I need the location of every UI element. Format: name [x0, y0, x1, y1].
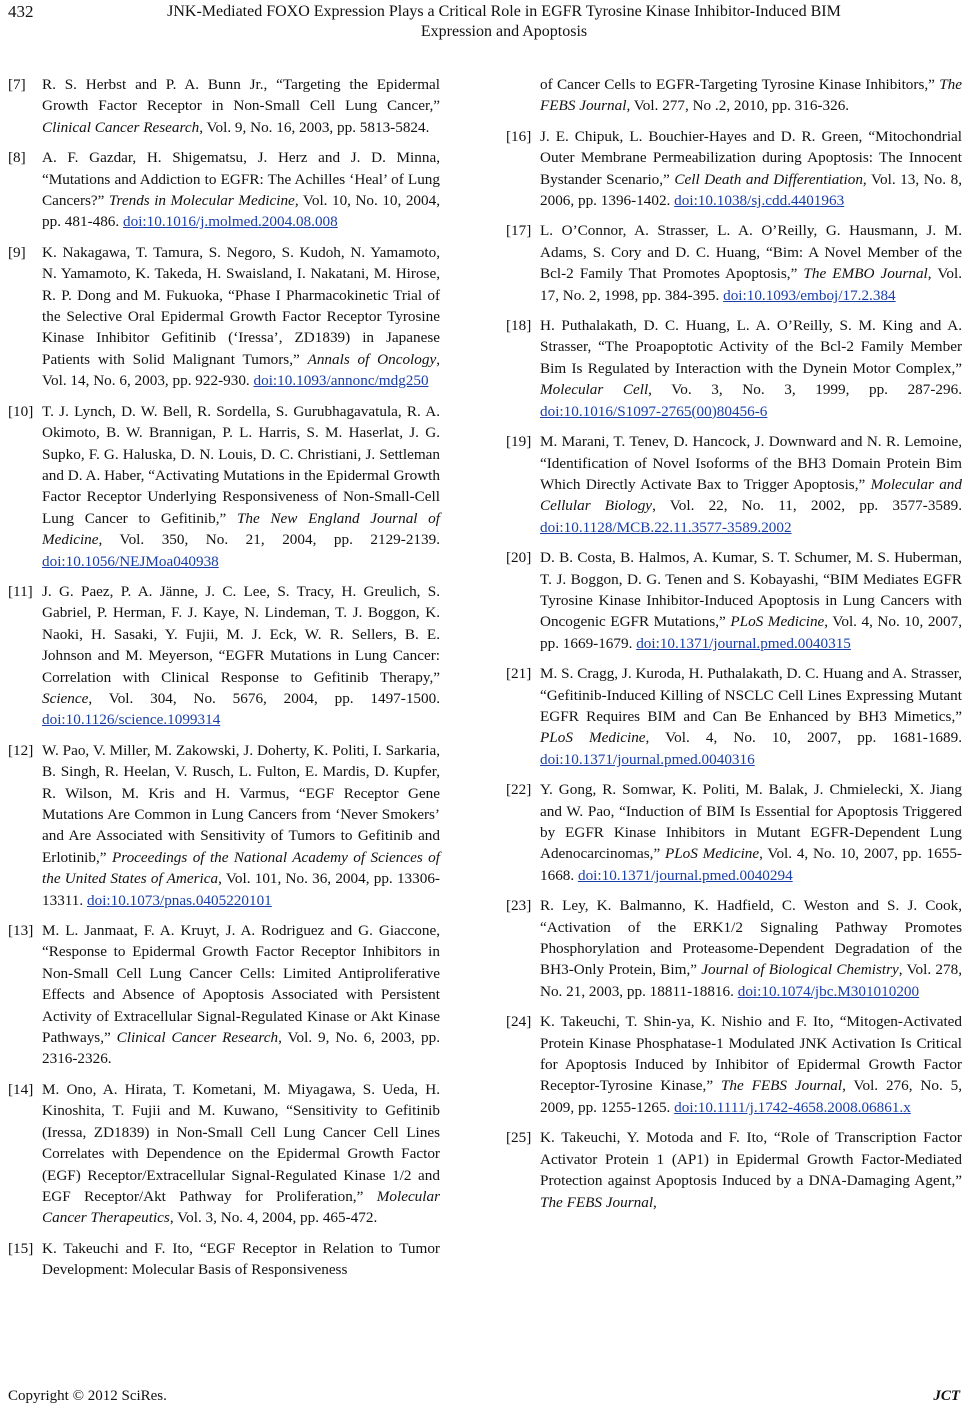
journal-abbrev: JCT [933, 1388, 960, 1404]
doi-link[interactable]: doi:10.1371/journal.pmed.0040294 [577, 866, 793, 884]
reference-number: [11] [8, 582, 33, 600]
reference-text: R. S. Herbst and P. A. Bunn Jr., “Targeting the Epidermal Growth Factor Receptor in Non-Small Cell Lung Cancer,” [42, 76, 440, 115]
reference-number: [19] [506, 433, 532, 451]
reference-details: , [653, 1193, 657, 1211]
reference-item [8, 920, 440, 1070]
reference-text: M. Ono, A. Hirata, T. Kometani, M. Miyagawa, S. Ueda, H. Kinoshita, T. Fujii and M. Kuwano, “Sensitivity to Gefitinib (Iressa, ZD1839) in Non-Small Cell Lung Cancer Cell Lines Correlates with Dependence on the Epidermal Growth Factor (EGF) Receptor/Extracellular Signal-Regulated Kinase 1/2 and EGF Receptor/Akt Pathway for Proliferation,” [42, 1080, 440, 1205]
reference-item [8, 1238, 440, 1281]
reference-number: [20] [506, 549, 532, 567]
reference-text: Y. Gong, R. Somwar, K. Politi, M. Balak, J. Chmielecki, X. Jiang and W. Pao, “Induction of BIM Is Essential for Apoptosis Triggered by EGFR Kinase Inhibitors in Mutant EGFR-Dependent Lung Adenocarcinomas,” [540, 781, 962, 863]
reference-item [506, 431, 962, 538]
doi-link[interactable]: doi:10.1038/sj.cdd.4401963 [674, 192, 845, 210]
doi-link[interactable]: doi:10.1128/MCB.22.11.3577-3589.2002 [540, 518, 792, 536]
reference-number: [24] [506, 1013, 532, 1031]
running-title-line2: Expression and Apoptosis [420, 23, 588, 40]
reference-details: , Vol. 22, No. 11, 2002, pp. 3577-3589. [652, 497, 962, 515]
reference-item [506, 547, 962, 654]
reference-journal: Science [42, 689, 89, 707]
reference-details: , Vol. 9, No. 16, 2003, pp. 5813-5824. [199, 118, 430, 136]
reference-number: [23] [506, 897, 532, 915]
reference-number: [22] [506, 781, 532, 799]
reference-item [8, 242, 440, 392]
reference-details: , Vol. 3, No. 4, 2004, pp. 465-472. [169, 1209, 378, 1227]
reference-journal: Annals of Oncology [307, 350, 437, 368]
reference-text: T. J. Lynch, D. W. Bell, R. Sordella, S. Gurubhagavatula, R. A. Okimoto, B. W. Brannigan, P. L. Harris, S. M. Haserlat, J. G. Supko, F. G. Haluska, D. N. Louis, D. C. Christiani, J. Settleman and D. A. Haber, “Activating Mutations in the Epidermal Growth Factor Receptor Underlying Responsiveness of Non-Small-Cell Lung Cancer to Gefitinib,” [42, 402, 440, 527]
running-title [40, 2, 968, 42]
doi-link[interactable]: doi:10.1016/j.molmed.2004.08.008 [123, 213, 338, 231]
reference-item [8, 1079, 440, 1229]
reference-details: , Vol. 4, No. 10, 2007, pp. 1669-1679. [540, 613, 962, 652]
reference-details: , Vol. 4, No. 10, 2007, pp. 1655-1668. [540, 845, 962, 884]
reference-journal: Clinical Cancer Research [116, 1029, 279, 1047]
reference-number: [25] [506, 1129, 532, 1147]
doi-link[interactable]: doi:10.1371/journal.pmed.0040316 [540, 750, 755, 768]
reference-text: A. F. Gazdar, H. Shigematsu, J. Herz and J. D. Minna, “Mutations and Addiction to EGFR: The Achilles ‘Heal’ of Lung Cancers?” [42, 149, 440, 210]
reference-details: , Vol. 276, No. 5, 2009, pp. 1255-1265. [540, 1077, 963, 1116]
reference-text: of Cancer Cells to EGFR-Targeting Tyrosine Kinase Inhibitors,” [540, 76, 940, 93]
reference-text: K. Takeuchi, T. Shin-ya, K. Nishio and F. Ito, “Mitogen-Activated Protein Kinase Phosphatase-1 Modulated JNK Activation Is Critical for Apoptosis Induced by Inhibitor of Epidermal Growth Factor Receptor-Tyrosine Kinase,” [540, 1013, 962, 1095]
page-header [0, 0, 968, 40]
reference-number: [7] [8, 76, 26, 93]
reference-item [506, 315, 962, 422]
reference-continuation [506, 74, 962, 117]
reference-details: , Vol. 277, No .2, 2010, pp. 316-326. [626, 97, 850, 115]
doi-link[interactable]: doi:10.1056/NEJMoa040938 [42, 552, 219, 570]
reference-journal: The EMBO Journal [803, 265, 928, 283]
reference-journal: Clinical Cancer Research [42, 118, 200, 136]
reference-text: R. Ley, K. Balmanno, K. Hadfield, C. Weston and S. J. Cook, “Activation of the ERK1/2 Signaling Pathway Promotes Phosphorylation and Proteasome-Dependent Degradation of the BH3-Only Protein, Bim,” [540, 897, 962, 979]
reference-item [506, 663, 962, 770]
reference-journal: Molecular Cancer Therapeutics [42, 1187, 440, 1227]
doi-link[interactable]: doi:10.1126/science.1099314 [42, 711, 221, 729]
reference-details: , Vol. 14, No. 6, 2003, pp. 922-930. [42, 350, 440, 390]
reference-number: [21] [506, 665, 532, 683]
reference-journal: The FEBS Journal [540, 76, 962, 115]
reference-details: , Vo. 3, No. 3, 1999, pp. 287-296. [648, 381, 962, 399]
reference-item [506, 220, 962, 306]
reference-item [8, 74, 440, 138]
reference-item [506, 779, 962, 886]
reference-number: [14] [8, 1080, 34, 1098]
reference-number: [12] [8, 741, 34, 759]
reference-text: K. Takeuchi, Y. Motoda and F. Ito, “Role of Transcription Factor Activator Protein 1 (AP1) in Epidermal Growth Factor-Mediated Protection against Apoptosis Induced by a DNA-Damaging Agent,” [540, 1129, 962, 1190]
reference-item [506, 1127, 962, 1213]
reference-details: , Vol. 350, No. 21, 2004, pp. 2129-2139. [98, 531, 440, 549]
reference-details: , Vol. 9, No. 6, 2003, pp. 2316-2326. [42, 1029, 440, 1068]
reference-details: , Vol. 4, No. 10, 2007, pp. 1681-1689. [645, 729, 962, 747]
reference-number: [17] [506, 222, 532, 240]
reference-journal: Cell Death and Differentiation [674, 170, 863, 188]
reference-text: W. Pao, V. Miller, M. Zakowski, J. Doherty, K. Politi, I. Sarkaria, B. Singh, R. Heelan, V. Rusch, L. Fulton, E. Mardis, D. Kupfer, R. Wilson, M. Kris and H. Varmus, “EGF Receptor Gene Mutations Are Common in Lung Cancers from ‘Never Smokers’ and Are Associated with Sensitivity of Tumors to Gefitinib and Erlotinib,” [42, 741, 440, 866]
doi-link[interactable]: doi:10.1073/pnas.0405220101 [87, 891, 272, 909]
reference-journal: PLoS Medicine [540, 729, 646, 747]
reference-column-left [8, 74, 440, 1290]
reference-text: J. G. Paez, P. A. Jänne, J. C. Lee, S. Tracy, H. Greulich, S. Gabriel, P. Herman, F. J. Kaye, N. Lindeman, T. J. Boggon, K. Naoki, H. Sasaki, Y. Fujii, M. J. Eck, W. R. Sellers, B. E. Johnson and M. Meyerson, “EGFR Mutations in Lung Cancer: Correlation with Clinical Response to Gefitinib Therapy,” [42, 582, 440, 686]
reference-text: M. L. Janmaat, F. A. Kruyt, J. A. Rodriguez and G. Giaccone, “Response to Epidermal Growth Factor Receptor Inhibitors in Non-Small Cell Lung Cancer Cells: Limited Antiproliferative Effects and Absence of Apoptosis Associated with Persistent Activity of Extracellular Signal-Regulated Kinase or Akt Kinase Pathways,” [42, 922, 440, 1047]
reference-journal: Trends in Molecular Medicine [108, 192, 295, 210]
reference-number: [9] [8, 243, 26, 261]
reference-details: , Vol. 304, No. 5676, 2004, pp. 1497-1500. [88, 689, 440, 707]
reference-number: [13] [8, 922, 34, 940]
reference-journal: Molecular and Cellular Biology [540, 475, 962, 515]
reference-text: K. Nakagawa, T. Tamura, S. Negoro, S. Kudoh, N. Yamamoto, N. Yamamoto, K. Takeda, H. Swaisland, I. Nakatani, M. Hirose, R. P. Dong and M. Fukuoka, “Phase I Pharmacokinetic Trial of the Selective Oral Epidermal Growth Factor Receptor Tyrosine Kinase Inhibitor Gefitinib (‘Iressa’, ZD1839) in Japanese Patients with Solid Malignant Tumors,” [42, 243, 440, 368]
copyright-notice: Copyright © 2012 SciRes. [8, 1388, 167, 1404]
doi-link[interactable]: doi:10.1016/S1097-2765(00)80456-6 [540, 402, 768, 420]
reference-item [8, 581, 440, 731]
reference-number: [18] [506, 317, 532, 335]
doi-link[interactable]: doi:10.1371/journal.pmed.0040315 [636, 634, 851, 652]
reference-text: L. O’Connor, A. Strasser, L. A. O’Reilly, G. Hausmann, J. M. Adams, S. Cory and D. C. Huang, “Bim: A Novel Member of the Bcl-2 Family That Promotes Apoptosis,” [540, 222, 962, 283]
reference-journal: Journal of Biological Chemistry [701, 961, 899, 979]
reference-item [8, 740, 440, 911]
reference-text: K. Takeuchi and F. Ito, “EGF Receptor in Relation to Tumor Development: Molecular Basis of Responsiveness [42, 1239, 440, 1279]
reference-text: M. Marani, T. Tenev, D. Hancock, J. Downward and N. R. Lemoine, “Identification of Novel Isoforms of the BH3 Domain Protein Bim Which Directly Activate Bax to Trigger Apoptosis,” [540, 433, 962, 493]
reference-journal: Proceedings of the National Academy of Sciences of the United States of America [42, 848, 440, 888]
reference-journal: PLoS Medicine [664, 845, 760, 863]
reference-journal: PLoS Medicine [730, 613, 825, 631]
reference-number: [16] [506, 127, 532, 145]
reference-details: , Vol. 13, No. 8, 2006, pp. 1396-1402. [540, 170, 962, 210]
reference-journal: The New England Journal of Medicine [42, 509, 440, 549]
reference-details: , Vol. 278, No. 21, 2003, pp. 18811-18816. [540, 961, 962, 1000]
reference-number: [8] [8, 149, 26, 167]
reference-item [8, 147, 440, 233]
reference-item [8, 401, 440, 572]
running-title-line1: JNK-Mediated FOXO Expression Plays a Critical Role in EGFR Tyrosine Kinase Inhibitor-Induced BIM [167, 3, 841, 20]
doi-link[interactable]: doi:10.1093/annonc/mdg250 [253, 372, 429, 390]
reference-details: , Vol. 10, No. 10, 2004, pp. 481-486. [42, 192, 440, 231]
doi-link[interactable]: doi:10.1074/jbc.M301010200 [737, 982, 920, 1000]
reference-details: , Vol. 17, No. 2, 1998, pp. 384-395. [540, 265, 962, 304]
reference-details: , Vol. 101, No. 36, 2004, pp. 13306-13311. [42, 870, 440, 909]
reference-text: J. E. Chipuk, L. Bouchier-Hayes and D. R. Green, “Mitochondrial Outer Membrane Permeabilization during Apoptosis: The Innocent Bystander Scenario,” [540, 127, 962, 188]
reference-text: M. S. Cragg, J. Kuroda, H. Puthalakath, D. C. Huang and A. Strasser, “Gefitinib-Induced Killing of NSCLC Cell Lines Expressing Mutant EGFR Requires BIM and Can Be Enhanced by BH3 Mimetics,” [540, 665, 962, 725]
reference-item [506, 126, 962, 212]
reference-journal: Molecular Cell [540, 381, 649, 399]
reference-journal: The FEBS Journal [540, 1193, 654, 1211]
reference-number: [10] [8, 402, 34, 420]
reference-journal: The FEBS Journal [720, 1077, 843, 1095]
reference-number: [15] [8, 1239, 34, 1257]
reference-item [506, 1011, 962, 1118]
reference-column-right [506, 74, 962, 1222]
reference-item [506, 895, 962, 1002]
page-footer [0, 1384, 968, 1414]
doi-link[interactable]: doi:10.1093/emboj/17.2.384 [723, 286, 896, 304]
doi-link[interactable]: doi:10.1111/j.1742-4658.2008.06861.x [674, 1098, 911, 1116]
reference-text: D. B. Costa, B. Halmos, A. Kumar, S. T. Schumer, M. S. Huberman, T. J. Boggon, D. G. Tenen and S. Kobayashi, “BIM Mediates EGFR Tyrosine Kinase Inhibitor-Induced Apoptosis in Lung Cancers with Oncogenic EGFR Mutations,” [540, 549, 962, 631]
reference-text: H. Puthalakath, D. C. Huang, L. A. O’Reilly, S. M. King and A. Strasser, “The Proapoptotic Activity of the Bcl-2 Family Member Bim Is Regulated by Interaction with the Dynein Motor Complex,” [540, 317, 962, 377]
page-number: 432 [8, 2, 34, 21]
